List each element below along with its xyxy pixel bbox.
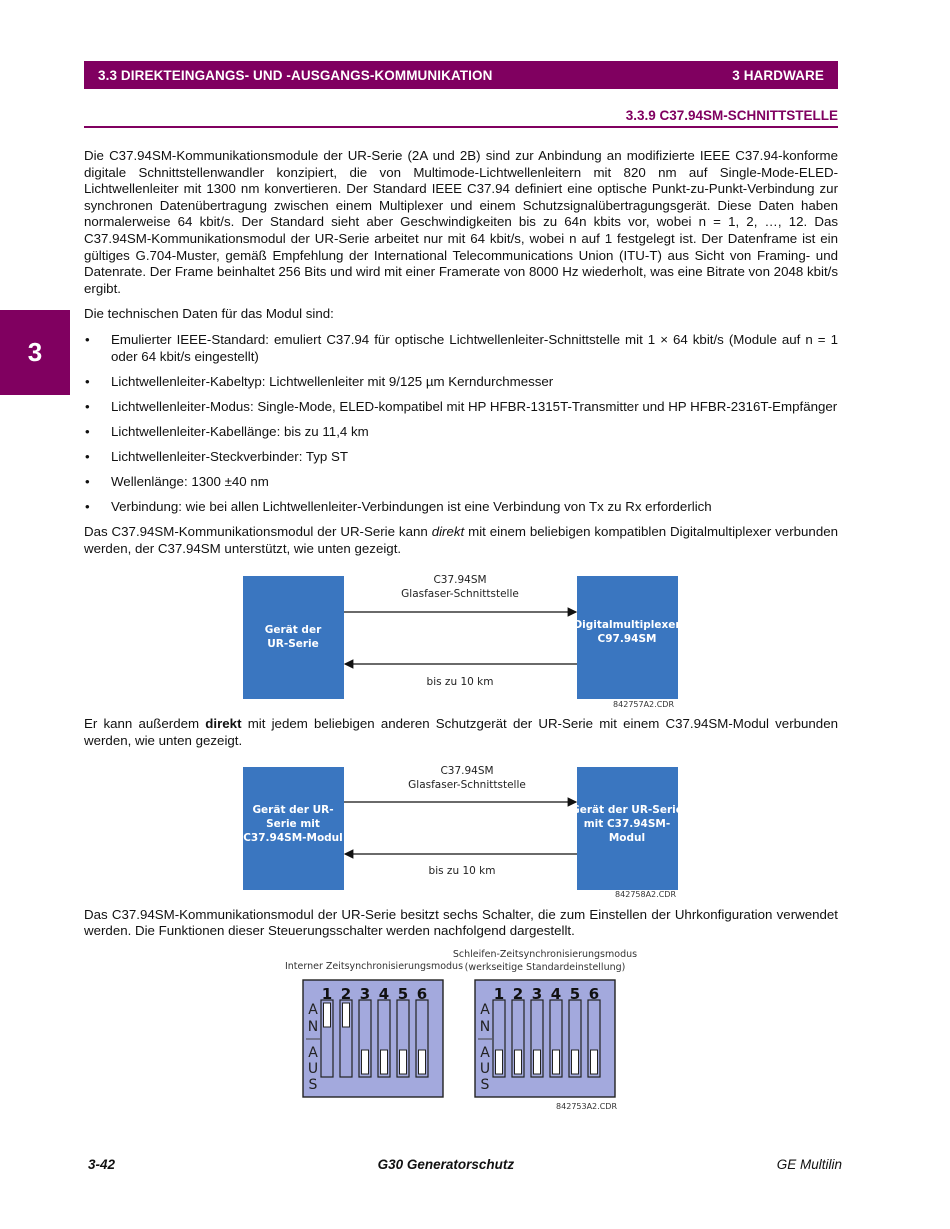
loop-switch-number-4: 4 [550,984,562,1003]
internal-on-label-letter: A [308,1001,318,1018]
internal-switch-5-lever [400,1050,407,1074]
emphasis-direkt: direkt [205,716,242,732]
loop-off-label-letter: S [480,1076,490,1093]
paragraph-switches: Das C37.94SM-Kommunikationsmodul der UR-Serie besitzt sechs Schalter, die zum Einstellen der Uhrkonfiguration verwendet werden. Die Funktionen dieser Steuerungsschalter werden nachfolgend dargestellt. [84,906,838,939]
internal-switch-6-lever [419,1050,426,1074]
loop-off-label-letter: U [479,1060,491,1077]
figure-ref: 842757A2.CDR [613,700,674,709]
internal-off-label-letter: U [307,1060,319,1077]
ur-device-b-label-2: mit C37.94SM- [583,817,671,830]
section-divider [84,126,838,128]
internal-switch-number-4: 4 [378,984,390,1003]
paragraph-direct-mux: Das C37.94SM-Kommunikationsmodul der UR-Serie kann direkt mit einem beliebigen kompatiblen Digitalmultiplexer verbunden werden, der C37.94SM unterstützt, wie unten gezeigt. [84,524,839,556]
diagram-ur-to-multiplexer [84,566,838,708]
list-item: • Emulierter IEEE-Standard: emuliert C37.94 für optische Lichtwellenleiter-Schnittstelle mit 1 × 64 kbit/s (Module auf n = 1 oder 64 kbit/s eingestellt) [84,332,838,365]
loop-on-label-letter: N [479,1018,491,1035]
loop-switch-number-6: 6 [588,984,600,1003]
ur-device-label-2: UR-Serie [267,638,319,651]
paragraph-direct-ur: Er kann außerdem direkt mit jedem beliebigen anderen Schutzgerät der UR-Serie mit einem C37.94SM-Modul verbunden werden, wie unten gezeigt. [84,716,838,748]
product-name: G30 Generatorschutz [377,1157,515,1172]
internal-mode-switch-panel [303,980,443,1097]
internal-switch-2-lever [343,1003,350,1027]
internal-on-label-letter: N [307,1018,319,1035]
paragraph-intro: Die C37.94SM-Kommunikationsmodule der UR-Serie (2A und 2B) sind zur Anbindung an modifizierte IEEE C37.94-konforme digitale Schnittstellenwandler konzipiert, die von Multimode-Lichtwellenleitern mit 820 nm auf Single-Mode-ELED-Lichtwellenleiter mit 1300 nm konvertieren. Der Standard IEEE C37.94 definiert eine optische Punkt-zu-Punkt-Verbindung zur synchronen Datenübertragung zwischen einem Multiplexer und einem Schutzsignalübertragungsgerät. Diese Daten haben normalerweise 64 kbit/s. Der Standard sieht aber Geschwindigkeiten bis zu 64n kbits vor, wobei n = 1, 2, …, 12. Das C37.94SM-Kommunikationsmodul der UR-Serie arbeitet nur mit 64 kbit/s, wobei n auf 1 festgelegt ist. Der Datenframe ist ein gültiges G.704-Muster, gemäß Empfehlung der International Telecommunications Union (ITU-T) aus Sicht von Framing- und Datenrate. Der Frame beinhaltet 256 Bits und wird mit einer Framerate von 8000 Hz wiederholt, was eine Bitrate von 2048 kbit/s ergibt. [84,148,838,296]
right-panel-caption-2: (werkseitige Standardeinstellung) [464,961,626,973]
page-number: 3-42 [88,1157,116,1172]
multiplexer-label-2: C97.94SM [597,633,657,646]
figure-ref: 842753A2.CDR [556,1101,617,1111]
chapter-tab: 3 [0,310,70,395]
loop-switch-number-3: 3 [531,984,543,1003]
internal-off-label-letter: S [308,1076,318,1093]
list-item: • Lichtwellenleiter-Kabellänge: bis zu 11,4 km [84,424,838,441]
distance-label: bis zu 10 km [426,676,494,689]
ur-device-label-1: Gerät der [264,624,322,637]
loop-switch-1-lever [496,1050,503,1074]
internal-switch-number-2: 2 [340,984,352,1003]
list-item: • Wellenlänge: 1300 ±40 nm [84,474,838,491]
emphasis-direkt: direkt [431,524,465,540]
loop-switch-4-lever [553,1050,560,1074]
manufacturer: GE Multilin [776,1157,842,1172]
figure-ur-to-ur [84,759,838,899]
loop-switch-number-2: 2 [512,984,524,1003]
loop-switch-6-lever [591,1050,598,1074]
ur-device-b-label-1: Gerät der UR-Serie [571,803,683,816]
specs-list [84,332,838,516]
dip-switch-diagram [84,949,838,1119]
header-chapter-title: 3 HARDWARE [732,67,824,83]
loop-switch-5-lever [572,1050,579,1074]
header-section-title: 3.3 DIREKTEINGANGS- UND -AUSGANGS-KOMMUNIKATION [98,67,493,83]
internal-switch-4-lever [381,1050,388,1074]
ur-device-a-label-3: C37.94SM-Modul [243,831,343,844]
loop-off-label-letter: A [480,1044,490,1061]
internal-switch-3-lever [362,1050,369,1074]
figure-ur-to-multiplexer [84,566,838,708]
loop-on-label-letter: A [480,1001,490,1018]
loop-switch-2-lever [515,1050,522,1074]
loop-switch-3-lever [534,1050,541,1074]
list-item: • Lichtwellenleiter-Steckverbinder: Typ ST [84,449,838,466]
main-content [84,148,838,1127]
loop-switch-number-1: 1 [493,984,505,1003]
figure-dip-switches [84,949,838,1119]
internal-switch-number-5: 5 [397,984,409,1003]
list-item: • Verbindung: wie bei allen Lichtwellenleiter-Verbindungen ist eine Verbindung von Tx zu Rx erforderlich [84,499,838,516]
diagram-ur-to-ur [84,759,838,899]
internal-switch-number-3: 3 [359,984,371,1003]
interface-label-2: Glasfaser-Schnittstelle [408,778,526,791]
ur-device-a-label-1: Gerät der UR- [252,803,334,816]
ur-device-b-label-3: Modul [608,831,646,844]
interface-label-1: C37.94SM [440,764,494,777]
internal-switch-number-6: 6 [416,984,428,1003]
page-header [84,61,838,89]
loop-mode-switch-panel [475,980,615,1097]
internal-switch-1-lever [324,1003,331,1027]
loop-switch-number-5: 5 [569,984,581,1003]
figure-ref: 842758A2.CDR [615,889,676,899]
section-title: 3.3.9 C37.94SM-SCHNITTSTELLE [625,108,838,123]
list-item: • Lichtwellenleiter-Kabeltyp: Lichtwellenleiter mit 9/125 µm Kerndurchmesser [84,374,838,391]
ur-device-a-label-2: Serie mit [266,817,320,830]
internal-switch-number-1: 1 [321,984,333,1003]
right-panel-caption-1: Schleifen-Zeitsynchronisierungsmodus [452,948,638,960]
multiplexer-label-1: Digitalmultiplexer [573,619,681,632]
left-panel-caption: Interner Zeitsynchronisierungsmodus [284,960,464,972]
internal-off-label-letter: A [308,1044,318,1061]
interface-label-1: C37.94SM [433,574,487,587]
distance-label: bis zu 10 km [428,864,496,877]
interface-label-2: Glasfaser-Schnittstelle [401,588,519,601]
page-footer [88,1157,842,1172]
paragraph-specs-intro: Die technischen Daten für das Modul sind: [84,306,334,322]
list-item: • Lichtwellenleiter-Modus: Single-Mode, ELED-kompatibel mit HP HFBR-1315T-Transmitter und HP HFBR-2316T-Empfänger [84,399,838,416]
